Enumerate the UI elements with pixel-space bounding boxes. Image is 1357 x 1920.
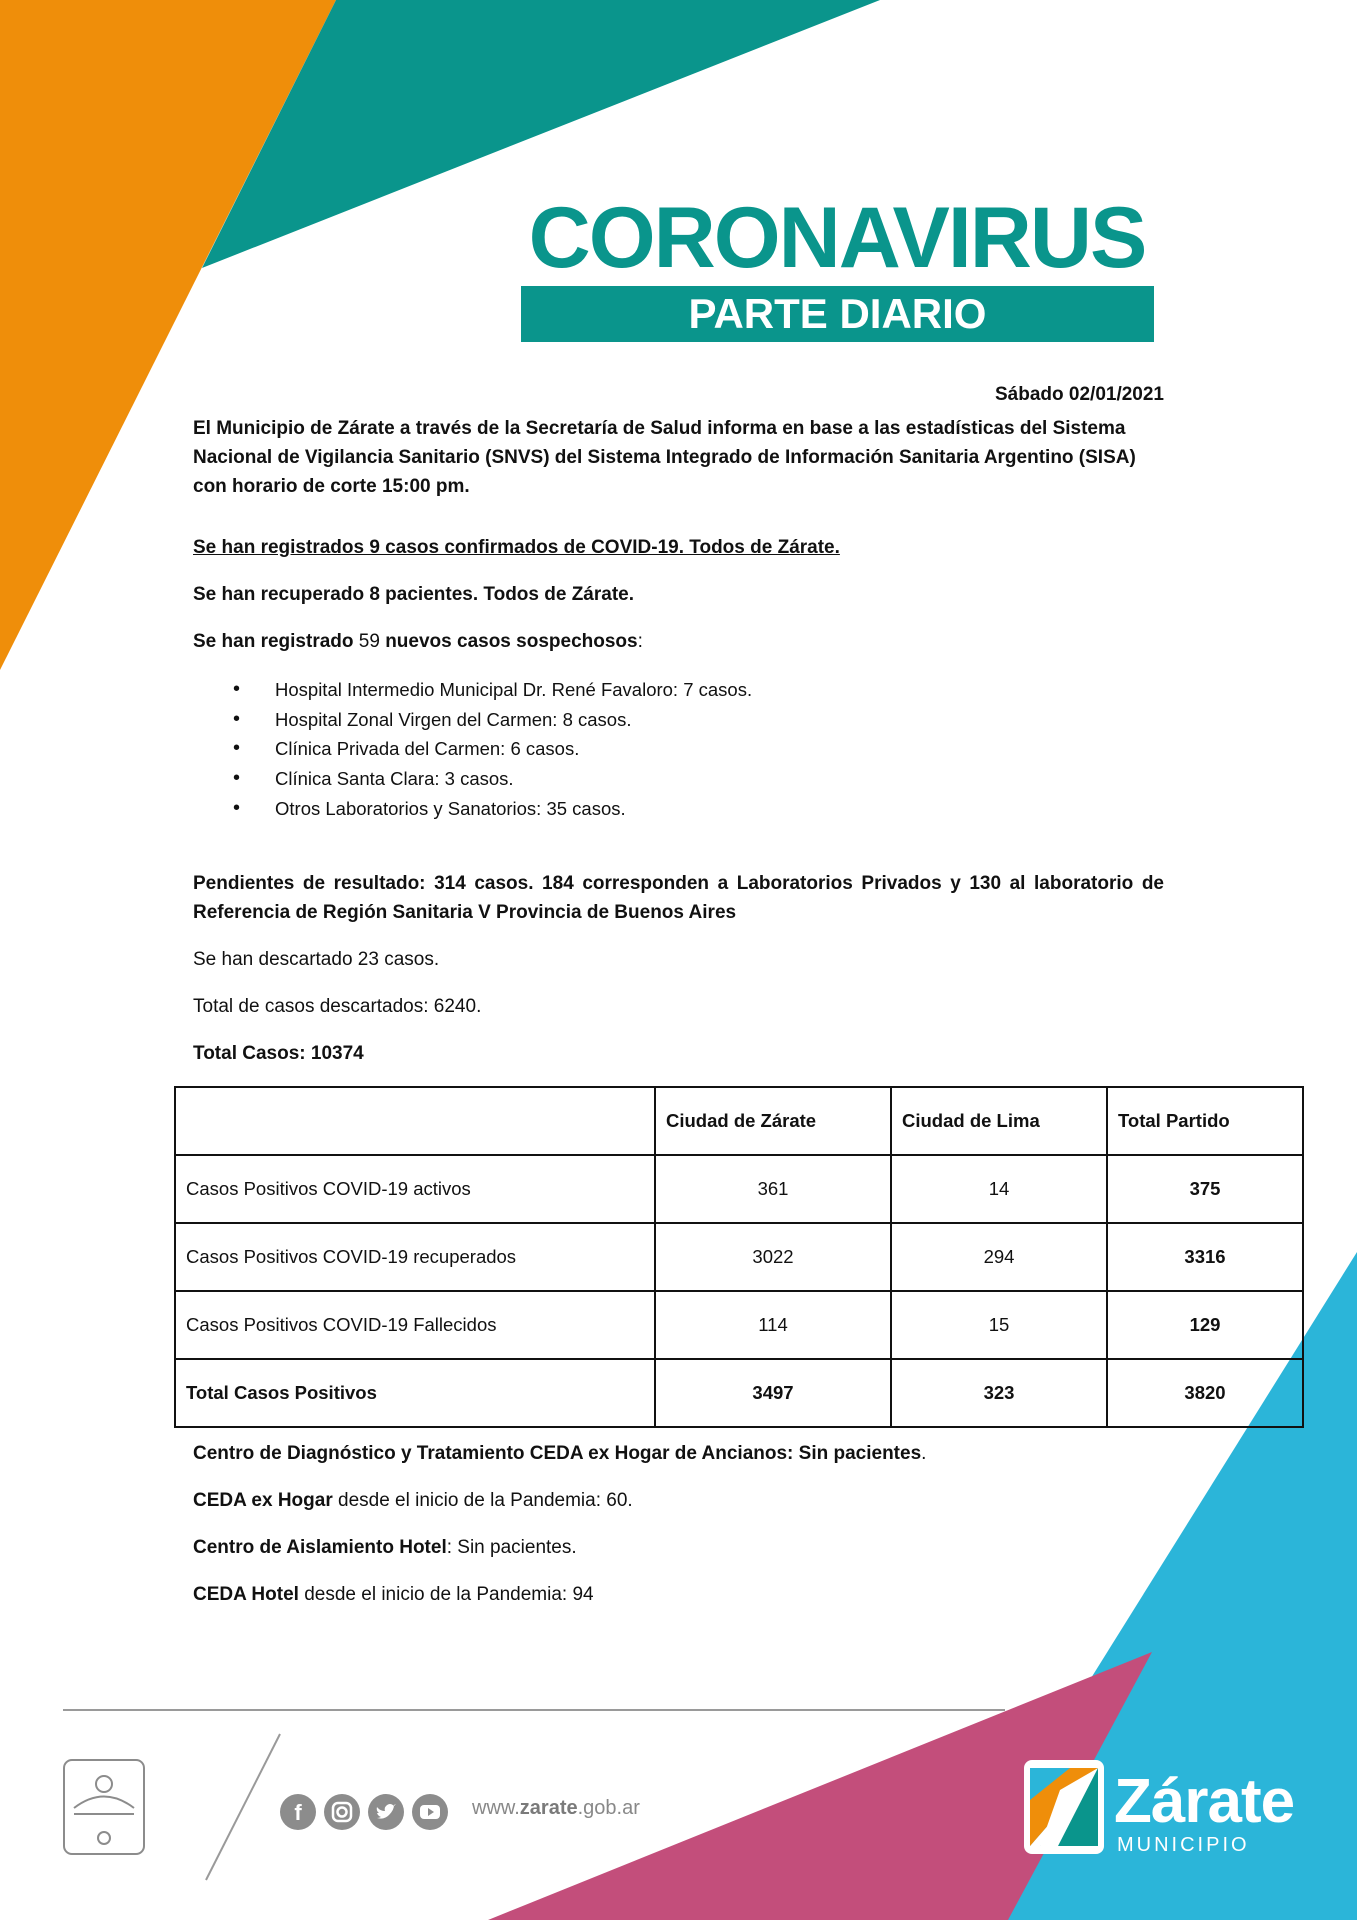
table-header-cell: Total Partido (1107, 1087, 1303, 1155)
table-cell: Casos Positivos COVID-19 activos (175, 1155, 655, 1223)
facebook-icon[interactable] (280, 1794, 316, 1830)
website-link[interactable] (472, 1797, 640, 1820)
suspects-colon: : (637, 631, 643, 652)
table-row-total (175, 1359, 1303, 1427)
ceda-text (193, 1439, 1164, 1468)
suspects-suffix: nuevos casos sospechosos (385, 631, 638, 652)
intro-paragraph: El Municipio de Zárate a través de la Secretaría de Salud informa en base a las estadísticas del Sistema Nacional de Vigilancia Sanitario (SNVS) del Sistema Integrado de Información Sanitaria Argentino (SISA) con horario de corte 15:00 pm. (193, 418, 1136, 497)
table-cell: 375 (1107, 1155, 1303, 1223)
brand-subtitle: MUNICIPIO (1117, 1834, 1250, 1856)
list-item: • Hospital Intermedio Municipal Dr. René Favaloro: 7 casos. (233, 675, 752, 705)
suspects-text (193, 627, 1164, 656)
url-domain: zarate (519, 1797, 578, 1819)
cases-table (174, 1086, 1304, 1428)
table-row (175, 1291, 1303, 1359)
intro-block (193, 414, 1164, 501)
table-cell: 3497 (655, 1359, 891, 1427)
total-cases-text: Total Casos: 10374 (193, 1043, 364, 1064)
table-cell: 361 (655, 1155, 891, 1223)
table-cell: 14 (891, 1155, 1107, 1223)
total-discarded-text: Total de casos descartados: 6240. (193, 996, 482, 1017)
instagram-icon[interactable] (324, 1794, 360, 1830)
ceda-hogar-block (193, 1486, 1164, 1515)
footer-slash (206, 1734, 280, 1880)
hotel-block (193, 1533, 1164, 1562)
report-date: Sábado 02/01/2021 (995, 384, 1164, 405)
table-header-cell (175, 1087, 655, 1155)
url-suffix: .gob.ar (577, 1797, 640, 1819)
footer-divider (63, 1709, 1005, 1711)
ceda-hotel-text (193, 1580, 1164, 1609)
pending-text: Pendientes de resultado: 314 casos. 184 corresponden a Laboratorios Privados y 130 al laboratorio de Referencia de Región Sanitaria V Provincia de Buenos Aires (193, 873, 1164, 923)
ceda-hotel-block (193, 1580, 1164, 1609)
table-cell: Casos Positivos COVID-19 recuperados (175, 1223, 655, 1291)
hotel-rest: : Sin pacientes. (446, 1537, 577, 1558)
ceda-block (193, 1439, 1164, 1468)
hotel-text (193, 1533, 1164, 1562)
youtube-icon[interactable] (412, 1794, 448, 1830)
table-header-cell: Ciudad de Lima (891, 1087, 1107, 1155)
ceda-hotel-bold: CEDA Hotel (193, 1584, 299, 1605)
table-cell: 3316 (1107, 1223, 1303, 1291)
ceda-hogar-bold: CEDA ex Hogar (193, 1490, 333, 1511)
orange-triangle (0, 0, 336, 670)
table-cell: Total Casos Positivos (175, 1359, 655, 1427)
table-cell: 323 (891, 1359, 1107, 1427)
city-seal-icon (64, 1760, 144, 1854)
zarate-logo-emblem (1024, 1760, 1104, 1854)
table-cell: 15 (891, 1291, 1107, 1359)
ceda-hogar-rest: desde el inicio de la Pandemia: 60. (332, 1490, 633, 1511)
table-header-row (175, 1087, 1303, 1155)
suspects-block (193, 627, 1164, 656)
recovered-text: Se han recuperado 8 pacientes. Todos de Zárate. (193, 584, 635, 605)
table-cell: 129 (1107, 1291, 1303, 1359)
page-subtitle-banner: PARTE DIARIO (521, 286, 1154, 342)
ceda-bold: Centro de Diagnóstico y Tratamiento CEDA ex Hogar de Ancianos: Sin pacientes (193, 1443, 922, 1464)
confirmed-cases-text: Se han registrados 9 casos confirmados de COVID-19. Todos de Zárate. (193, 537, 840, 558)
total-discarded-block (193, 992, 1164, 1021)
discarded-block (193, 945, 1164, 974)
table-cell: 3022 (655, 1223, 891, 1291)
list-item: • Otros Laboratorios y Sanatorios: 35 casos. (233, 794, 752, 824)
pending-block (193, 869, 1164, 927)
url-prefix: www. (472, 1797, 520, 1819)
table-cell: Casos Positivos COVID-19 Fallecidos (175, 1291, 655, 1359)
suspect-sources-list (233, 675, 752, 823)
table-header-cell: Ciudad de Zárate (655, 1087, 891, 1155)
table-cell: 3820 (1107, 1359, 1303, 1427)
page-title: CORONAVIRUS (528, 190, 1146, 286)
list-item: • Clínica Privada del Carmen: 6 casos. (233, 734, 752, 764)
table-row (175, 1223, 1303, 1291)
total-cases-block (193, 1039, 1164, 1068)
twitter-icon[interactable] (368, 1794, 404, 1830)
table-row (175, 1155, 1303, 1223)
recovered-block (193, 580, 1164, 609)
discarded-text: Se han descartado 23 casos. (193, 949, 440, 970)
ceda-hogar-text (193, 1486, 1164, 1515)
list-item: • Hospital Zonal Virgen del Carmen: 8 casos. (233, 705, 752, 735)
list-item: • Clínica Santa Clara: 3 casos. (233, 764, 752, 794)
hotel-bold: Centro de Aislamiento Hotel (193, 1537, 447, 1558)
table-cell: 294 (891, 1223, 1107, 1291)
svg-text:f: f (294, 1800, 302, 1825)
brand-name: Zárate (1114, 1767, 1295, 1836)
table-cell: 114 (655, 1291, 891, 1359)
suspects-prefix: Se han registrado (193, 631, 354, 652)
suspects-count: 59 (358, 631, 380, 652)
confirmed-block (193, 533, 1164, 562)
ceda-end: . (921, 1443, 927, 1464)
ceda-hotel-rest: desde el inicio de la Pandemia: 94 (298, 1584, 594, 1605)
